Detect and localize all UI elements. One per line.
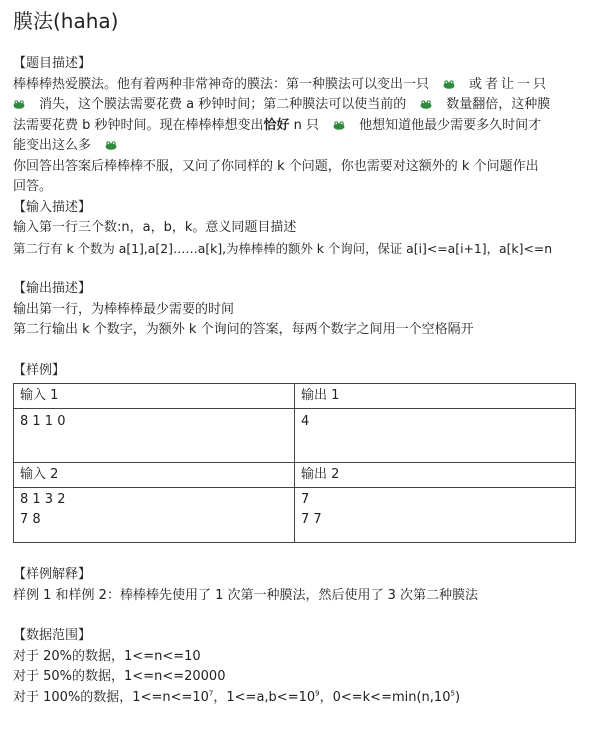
table-row — [14, 488, 576, 543]
samples-heading: 【样例】 — [13, 362, 66, 378]
table-row — [14, 409, 576, 463]
output-section: 【输出描述】 输出第一行，为棒棒棒最少需要的时间 第二行输出 k 个数字，为额外 k 个询问的答案，每两个数字之间用一个空格隔开 — [13, 279, 583, 341]
output2-value: 7 7 7 — [295, 488, 576, 543]
frog-icon — [420, 100, 432, 109]
output2-label: 输出 2 — [295, 463, 576, 488]
table-row — [14, 463, 576, 488]
frog-icon — [333, 121, 345, 130]
frog-icon — [105, 141, 117, 150]
input-heading: 【输入描述】 — [13, 199, 92, 215]
samples-section — [13, 361, 583, 544]
range-section: 【数据范围】 对于 20%的数据，1<=n<=10 对于 50%的数据，1<=n<=20000 对于 100%的数据，$1<=n<=10^7$，$1<=a,b<=10^9$，$0<=k<=\min(n,10^5)$ — [13, 626, 583, 708]
description-section: 【题目描述】 棒棒棒热爱膜法。他有着两种非常神奇的膜法：第一种膜法可以变出一只 或者让一只 消失，这个膜法需要花费 a 秒钟时间；第二种膜法可以使当前的 数量翻倍，这种膜 法需要花费 b 秒钟时间。现在棒棒棒想变出恰好 n 只 他想知道他最少需要多久时间才 能变出这么多 你回答出答案后棒棒棒不服，又问了你同样的 k 个问题，你也需要对这额外的 k 个问题作出 回答。 — [13, 54, 583, 198]
input1-label: 输入 1 — [14, 384, 295, 409]
frog-icon — [443, 80, 455, 89]
description-heading: 【题目描述】 — [13, 56, 92, 71]
explain-heading: 【样例解释】 — [13, 567, 92, 582]
output1-label: 输出 1 — [295, 384, 576, 409]
input2-value: 8 1 3 2 7 8 — [14, 488, 295, 543]
page-title: 膜法(haha) — [13, 9, 119, 33]
frog-icon — [13, 100, 25, 109]
range-heading: 【数据范围】 — [13, 628, 92, 643]
input2-label: 输入 2 — [14, 463, 295, 488]
output1-value: 4 — [295, 409, 576, 463]
output-heading: 【输出描述】 — [13, 281, 92, 296]
input-section: 【输入描述】 输入第一行三个数:n，a，b，k。意义同题目描述 第二行有 k 个数为 a[1],a[2]……a[k],为棒棒棒的额外 k 个询问，保证 a[i]<=a[i+1]，a[k]<=n — [13, 198, 583, 260]
explain-section: 【样例解释】 样例 1 和样例 2：棒棒棒先使用了 1 次第一种膜法，然后使用了 3 次第二种膜法 — [13, 565, 583, 606]
table-row — [14, 384, 576, 409]
emphasis-exactly: 恰好 — [263, 117, 290, 133]
input1-value: 8 1 1 0 — [14, 409, 295, 463]
samples-table — [13, 383, 576, 543]
problem-page — [13, 8, 583, 708]
range-line-3: 对于 100%的数据，$1<=n<=10^7$，$1<=a,b<=10^9$，$0<=k<=\min(n,10^5)$ — [13, 689, 461, 705]
